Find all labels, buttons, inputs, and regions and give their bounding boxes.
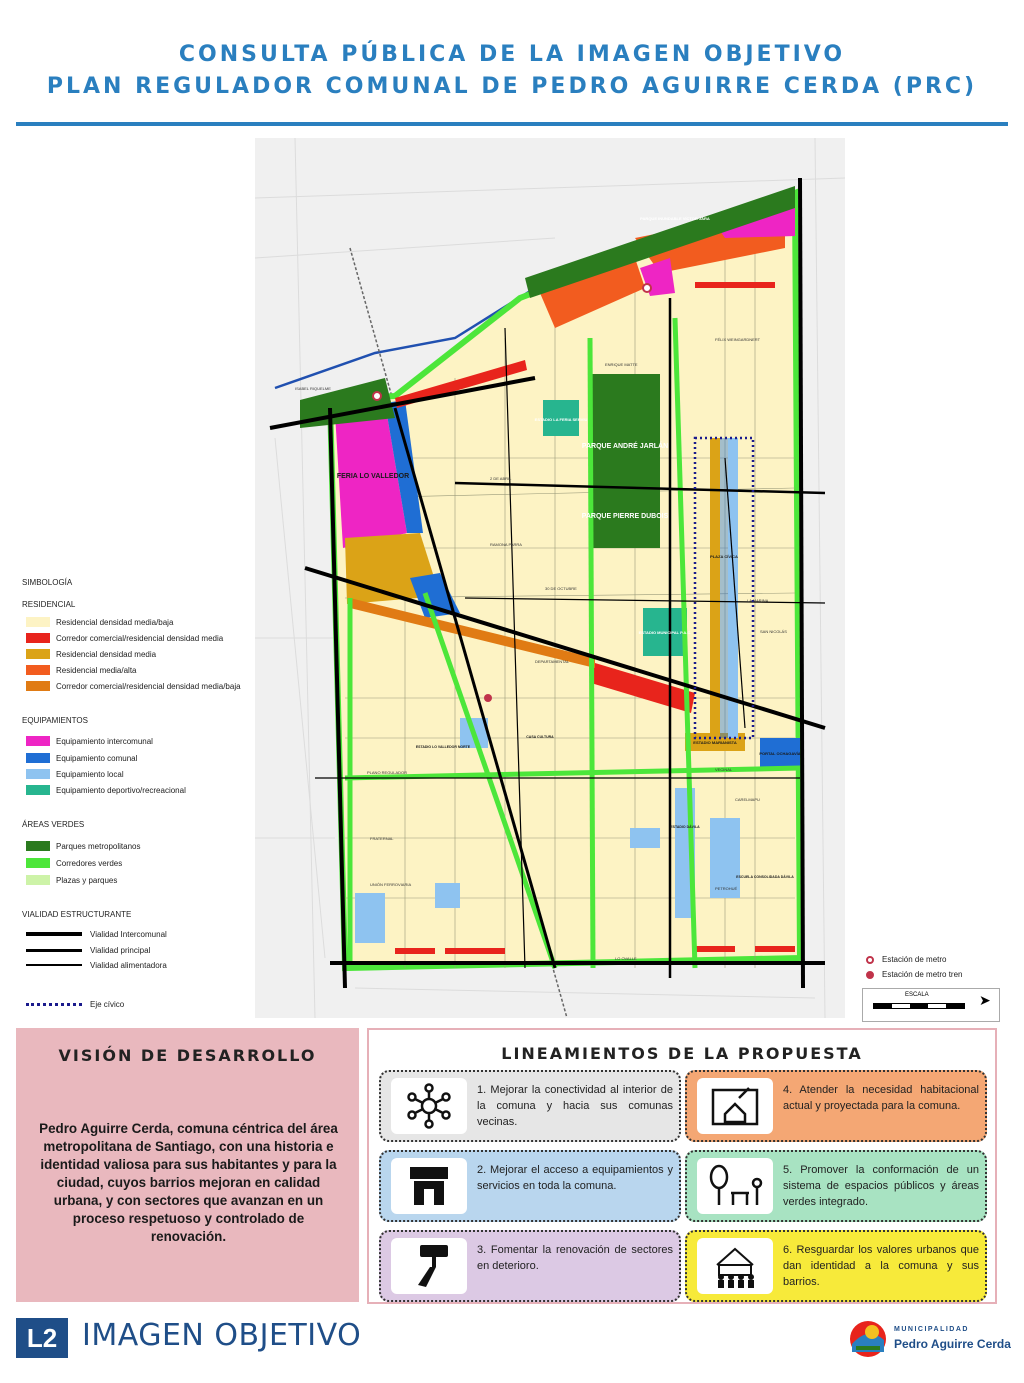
lineamiento-card [379, 1230, 681, 1302]
metro-icon [866, 956, 874, 964]
label-estadio-marianista: ESTADIO MARIANISTA [693, 740, 737, 745]
legend-residencial-head: RESIDENCIAL [22, 600, 76, 609]
footer-title: IMAGEN OBJETIVO [82, 1318, 362, 1353]
lineamiento-text: 2. Mejorar el acceso a equipamientos y servicios en toda la comuna. [477, 1164, 673, 1192]
legend-row [26, 998, 124, 1010]
line-swatch [26, 949, 82, 952]
legend-row [26, 959, 167, 971]
vision-panel [16, 1028, 359, 1302]
title-divider [16, 122, 1008, 126]
street-enrique: ENRIQUE MATTE [605, 362, 638, 367]
swatch [26, 681, 50, 691]
legend-label: Corredor comercial/residencial densidad media/baja [56, 681, 241, 691]
label-estadio-municipal: ESTADIO MUNICIPAL P.A.C. [638, 630, 692, 635]
label-parque-andre: PARQUE ANDRÉ JARLÁN [581, 443, 669, 450]
swatch [26, 858, 50, 868]
legend-row [26, 928, 167, 940]
lineamiento-card [685, 1150, 987, 1222]
swatch [26, 753, 50, 763]
swatch [26, 649, 50, 659]
legend-row [26, 784, 186, 796]
label-parque-pierre: PARQUE PIERRE DUBOIS [581, 513, 669, 520]
legend-row [26, 632, 223, 644]
label-feria: FERIA LO VALLEDOR [336, 473, 410, 480]
street-30oct: 30 DE OCTUBRE [545, 586, 577, 591]
zoning-map [255, 138, 845, 1018]
metro-train-icon [866, 971, 874, 979]
line-swatch [26, 932, 82, 936]
swatch [26, 617, 50, 627]
vision-text: Pedro Aguirre Cerda, comuna céntrica del área metropolitana de Santiago, con una historia e identidad valiosa para sus habitantes y para la ciudad, cuyos barrios mejoran en calidad urbana, y con sectores que avanzan en un proceso respetuoso y controlado de renovación. [39, 1121, 338, 1244]
legend-vialidad-head: VIALIDAD ESTRUCTURANTE [22, 910, 132, 919]
scale-graphic [873, 1003, 965, 1009]
lineamiento-card [379, 1150, 681, 1222]
label-portal: PORTAL OCHAGAVÍA [759, 751, 801, 756]
swatch [26, 665, 50, 675]
legend-row [26, 680, 241, 692]
legend-label: Vialidad principal [90, 945, 151, 955]
house-plan-icon [697, 1078, 773, 1134]
lineamientos-title: LINEAMIENTOS DE LA PROPUESTA [501, 1044, 863, 1063]
label-casa-cultura: CASA CULTURA [526, 735, 554, 739]
legend-row [26, 648, 156, 660]
title-line-1: CONSULTA PÚBLICA DE LA IMAGEN OBJETIVO [178, 42, 846, 67]
legend-label: Equipamiento intercomunal [56, 736, 153, 746]
legend-label: Equipamiento deportivo/recreacional [56, 785, 186, 795]
legend-label: Equipamiento comunal [56, 753, 138, 763]
dotted-swatch [26, 1003, 82, 1006]
legend-label: Corredor comercial/residencial densidad media [56, 633, 224, 643]
lineamiento-text: 1. Mejorar la conectividad al interior de la comuna y hacia sus comunas vecinas. [477, 1084, 673, 1128]
legend-label: Vialidad alimentadora [90, 960, 167, 970]
legend-row [26, 616, 173, 628]
network-icon [391, 1078, 467, 1134]
legend-equipamientos-head: EQUIPAMIENTOS [22, 716, 88, 725]
lineamiento-card [685, 1070, 987, 1142]
street-fraternal: FRATERNAL [370, 836, 394, 841]
lineamiento-text: 4. Atender la necesidad habitacional actual y proyectada para la comuna. [783, 1084, 979, 1112]
swatch [26, 736, 50, 746]
street-petrohue: PETROHUÉ [715, 886, 738, 891]
street-marina: LA MARINA [747, 598, 769, 603]
legend-row [26, 857, 122, 869]
heritage-icon [697, 1238, 773, 1294]
legend-metro [866, 955, 946, 964]
legend-row [26, 752, 137, 764]
scale-bar [862, 988, 1000, 1022]
swatch [26, 841, 50, 851]
street-carelmapu: CARELMAPU [735, 797, 760, 802]
street-2abril: 2 DE ABRIL [490, 476, 512, 481]
label-estadio-feria: ESTADIO LA FERIA SERVIU [534, 417, 588, 422]
legend-row [26, 944, 150, 956]
legend-label: Residencial media/alta [56, 665, 137, 675]
street-sannicolas: SAN NICOLÁS [760, 629, 787, 634]
street-ramona: RAMONA PARRA [490, 542, 522, 547]
label-escuela-davila: ESCUELA CONSOLIDADA DÁVILA [736, 875, 794, 879]
store-icon [391, 1158, 467, 1214]
street-lo-ovalle: LO OVALLE [615, 956, 637, 961]
legend-row [26, 735, 153, 747]
legend-label: Estación de metro tren [882, 970, 963, 979]
street-vecinal: VECINAL [715, 767, 733, 772]
label-plaza-civica: PLAZA CÍVICA [710, 554, 738, 559]
legend-label: Estación de metro [882, 955, 947, 964]
street-union: UNIÓN FERROVIARIA [370, 882, 412, 887]
street-departamental: DEPARTAMENTAL [535, 659, 570, 664]
swatch [26, 785, 50, 795]
legend-row [26, 840, 141, 852]
legend-label: Eje cívico [90, 999, 125, 1009]
label-estadio-davila: ESTADIO DÁVILA [670, 825, 700, 829]
legend-label: Vialidad Intercomunal [90, 929, 167, 939]
swatch [26, 875, 50, 885]
line-swatch [26, 964, 82, 966]
legend-row [26, 768, 124, 780]
section-badge: L2 [16, 1318, 68, 1358]
lineamiento-text: 6. Resguardar los valores urbanos que dan identidad a la comuna y sus barrios. [783, 1244, 979, 1288]
legend-metro-tren [866, 970, 962, 979]
lineamientos-panel [367, 1028, 997, 1304]
paint-roller-icon [391, 1238, 467, 1294]
lineamiento-card [685, 1230, 987, 1302]
legend-row [26, 664, 137, 676]
label-parque-victor-jara: PARQUE INUNDABLE VÍCTOR JARA [640, 216, 710, 221]
municipality-name: Pedro Aguirre Cerda [894, 1337, 1011, 1351]
street-isabel: ISABEL RIQUELME [295, 386, 331, 391]
legend-title: SIMBOLOGÍA [22, 578, 73, 587]
swatch [26, 769, 50, 779]
legend-row [26, 874, 117, 886]
legend-label: Plazas y parques [56, 875, 118, 885]
lineamiento-card [379, 1070, 681, 1142]
street-plano: PLANO REGULADOR [367, 770, 408, 775]
legend-label: Residencial densidad media [56, 649, 157, 659]
legend-label: Equipamiento local [56, 769, 124, 779]
vision-title: VISIÓN DE DESARROLLO [58, 1046, 317, 1065]
title-line-2: PLAN REGULADOR COMUNAL DE PEDRO AGUIRRE CERDA (PRC) [46, 74, 978, 99]
swatch [26, 633, 50, 643]
legend-label: Parques metropolitanos [56, 841, 141, 851]
lineamiento-text: 5. Promover la conformación de un sistema de espacios públicos y áreas verdes integrado. [783, 1164, 979, 1208]
lineamiento-text: 3. Fomentar la renovación de sectores en deterioro. [477, 1244, 673, 1272]
park-icon [697, 1158, 773, 1214]
legend-label: Residencial densidad media/baja [56, 617, 174, 627]
legend-label: Corredores verdes [56, 858, 123, 868]
legend-verdes-head: ÁREAS VERDES [22, 820, 85, 829]
north-arrow-icon: ➤ [979, 992, 991, 1008]
municipality-logo-icon [846, 1318, 890, 1360]
label-estadio-lo-valledor: ESTADIO LO VALLEDOR NORTE [415, 745, 471, 749]
scale-label: ESCALA [905, 992, 929, 998]
street-felix: FÉLIX WEINGARDNERT [715, 337, 761, 342]
municipality-label: MUNICIPALIDAD [894, 1326, 969, 1333]
